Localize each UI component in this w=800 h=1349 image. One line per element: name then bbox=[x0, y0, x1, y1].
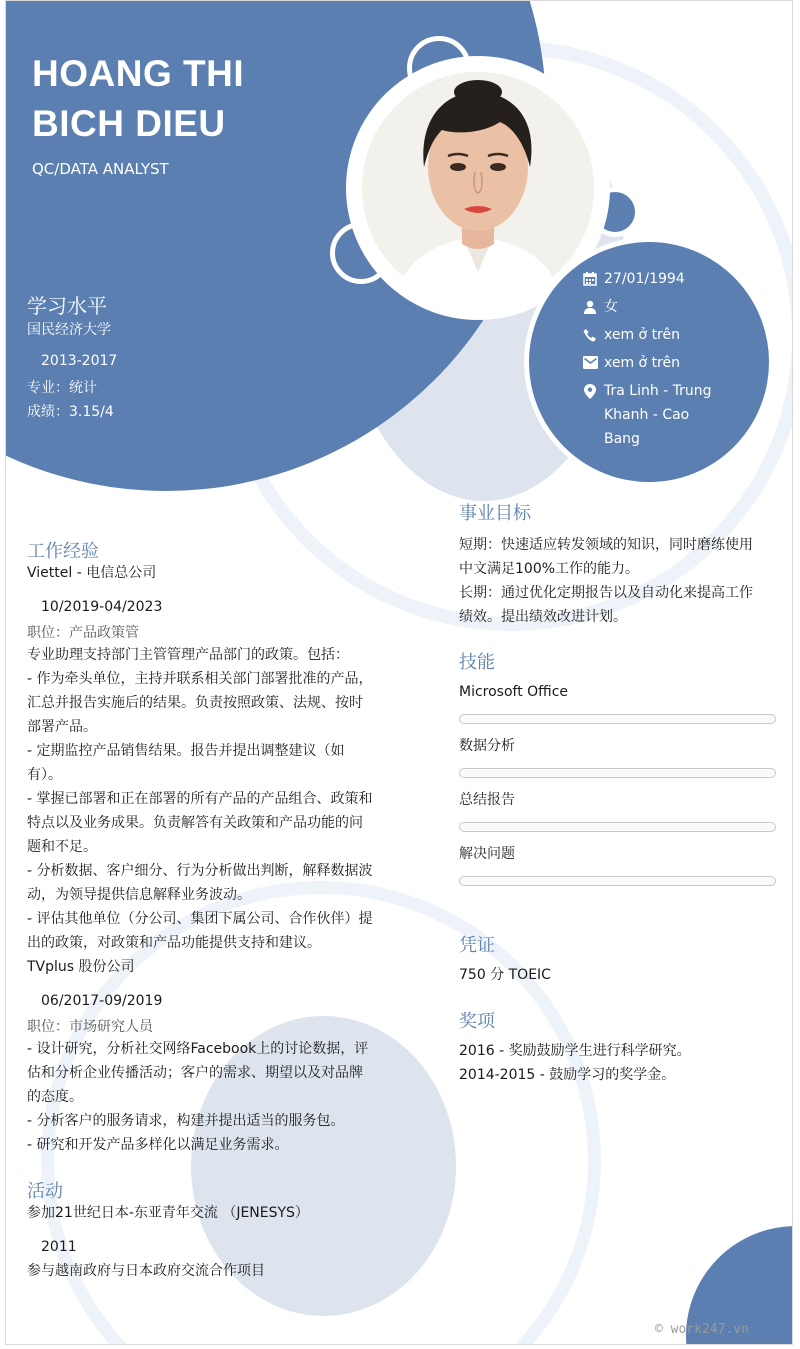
job-2-line: 的态度。 bbox=[27, 1089, 83, 1105]
job-2-line: - 分析客户的服务请求，构建并提出适当的服务包。 bbox=[27, 1113, 345, 1129]
job-1-line: 部署产品。 bbox=[27, 719, 97, 735]
envelope-icon bbox=[576, 351, 604, 369]
job-1-company: Viettel - 电信总公司 bbox=[27, 565, 157, 581]
certificate-item: 750 分 TOEIC bbox=[459, 967, 551, 983]
objective-heading: 事业目标 bbox=[459, 503, 531, 524]
contact-email bbox=[576, 351, 680, 375]
job-1-period: 10/2019-04/2023 bbox=[41, 599, 163, 615]
skill-bar bbox=[459, 714, 776, 724]
skill-label: 数据分析 bbox=[459, 738, 515, 754]
gender-value: 女 bbox=[604, 299, 618, 315]
objective-line: 中文满足100%工作的能力。 bbox=[459, 561, 640, 577]
contact-gender bbox=[576, 295, 618, 319]
activity-name: 参加21世纪日本-东亚青年交流 （JENESYS） bbox=[27, 1205, 309, 1221]
address-line-3: Bang bbox=[604, 431, 640, 447]
job-1-line: - 定期监控产品销售结果。报告并提出调整建议（如 bbox=[27, 743, 345, 759]
candidate-name bbox=[32, 49, 244, 149]
contact-birthday bbox=[576, 267, 685, 291]
job-2-line: 估和分析企业传播活动；客户的需求、期望以及对品牌 bbox=[27, 1065, 363, 1081]
job-1-line: - 作为牵头单位，主持并联系相关部门部署批准的产品， bbox=[27, 671, 373, 687]
job-1-line: 动，为领导提供信息解释业务波动。 bbox=[27, 887, 251, 903]
work-heading: 工作经验 bbox=[27, 541, 99, 562]
skill-bar bbox=[459, 768, 776, 778]
activity-year: 2011 bbox=[41, 1239, 77, 1255]
skill-bar bbox=[459, 876, 776, 886]
job-1-position: 职位：产品政策管 bbox=[27, 625, 139, 641]
education-school: 国民经济大学 bbox=[27, 322, 111, 338]
contact-phone bbox=[576, 323, 680, 347]
job-1-line: 题和不足。 bbox=[27, 839, 97, 855]
birthday-value: 27/01/1994 bbox=[604, 271, 685, 287]
job-2-line: - 设计研究，分析社交网络Facebook上的讨论数据，评 bbox=[27, 1041, 369, 1057]
job-2-position: 职位：市场研究人员 bbox=[27, 1019, 153, 1035]
objective-line: 绩效。提出绩效改进计划。 bbox=[459, 609, 627, 625]
job-1-line: - 分析数据、客户细分、行为分析做出判断，解释数据波 bbox=[27, 863, 373, 879]
job-1-line: 出的政策，对政策和产品功能提供支持和建议。 bbox=[27, 935, 321, 951]
job-1-line: 有）。 bbox=[27, 767, 62, 783]
contact-address bbox=[576, 379, 712, 451]
phone-icon bbox=[576, 323, 604, 342]
calendar-icon bbox=[576, 267, 604, 286]
activity-heading: 活动 bbox=[27, 1181, 63, 1202]
job-2-description bbox=[27, 1037, 407, 1157]
certificates-heading: 凭证 bbox=[459, 935, 495, 956]
activity-description: 参与越南政府与日本政府交流合作项目 bbox=[27, 1263, 265, 1279]
job-1-line: 汇总并报告实施后的结果。负责按照政策、法规、按时 bbox=[27, 695, 363, 711]
education-gpa: 成绩：3.15/4 bbox=[27, 404, 114, 420]
education-period: 2013-2017 bbox=[41, 353, 118, 369]
education-heading: 学习水平 bbox=[27, 294, 107, 318]
email-value: xem ở trên bbox=[604, 355, 680, 371]
name-line-1: HOANG THI bbox=[32, 53, 245, 94]
job-2-company: TVplus 股份公司 bbox=[27, 959, 135, 975]
award-item: 2016 - 奖励鼓励学生进行科学研究。 bbox=[459, 1043, 691, 1059]
skill-label: Microsoft Office bbox=[459, 684, 569, 700]
objective-line: 短期：快速适应转发领域的知识，同时磨练使用 bbox=[459, 537, 753, 553]
address-line-2: Khanh - Cao bbox=[604, 407, 690, 423]
job-1-line: 特点以及业务成果。负责解答有关政策和产品功能的问 bbox=[27, 815, 363, 831]
skill-label: 总结报告 bbox=[459, 792, 515, 808]
cv-page bbox=[5, 0, 793, 1345]
education-major: 专业：统计 bbox=[27, 380, 97, 396]
skills-heading: 技能 bbox=[459, 652, 495, 673]
award-item: 2014-2015 - 鼓励学习的奖学金。 bbox=[459, 1067, 676, 1083]
address-line-1: Tra Linh - Trung bbox=[604, 383, 712, 399]
skill-label: 解决问题 bbox=[459, 846, 515, 862]
job-1-line: 专业助理支持部门主管管理产品部门的政策。包括： bbox=[27, 647, 349, 663]
profile-photo bbox=[362, 72, 594, 304]
map-pin-icon bbox=[576, 379, 604, 399]
job-1-line: - 掌握已部署和正在部署的所有产品的产品组合、政策和 bbox=[27, 791, 373, 807]
address-value bbox=[604, 379, 712, 451]
job-2-period: 06/2017-09/2019 bbox=[41, 993, 163, 1009]
objective-line: 长期：通过优化定期报告以及自动化来提高工作 bbox=[459, 585, 753, 601]
job-2-line: - 研究和开发产品多样化以满足业务需求。 bbox=[27, 1137, 289, 1153]
objective-text bbox=[459, 533, 789, 629]
awards-heading: 奖项 bbox=[459, 1011, 495, 1032]
job-1-line: - 评估其他单位（分公司、集团下属公司、合作伙伴）提 bbox=[27, 911, 373, 927]
job-title: QC/DATA ANALYST bbox=[32, 160, 169, 178]
name-line-2: BICH DIEU bbox=[32, 103, 226, 144]
skill-bar bbox=[459, 822, 776, 832]
job-1-description bbox=[27, 643, 407, 955]
phone-value: xem ở trên bbox=[604, 327, 680, 343]
person-icon bbox=[576, 295, 604, 314]
footer-watermark: © work247.vn bbox=[655, 1322, 749, 1337]
